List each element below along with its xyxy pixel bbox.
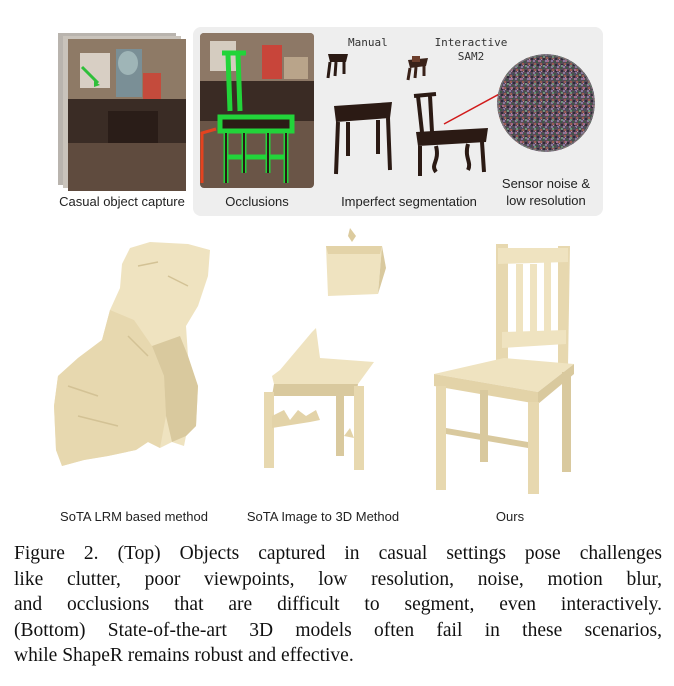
caption-line-1: Figure 2. (Top) Objects captured in casual settings pose challenges (14, 543, 662, 564)
sensor-noise-label-line2: low resolution (506, 193, 586, 208)
casual-capture-label: Casual object capture (59, 194, 185, 209)
manual-segmented-chair (330, 98, 396, 178)
figure-caption (14, 541, 662, 669)
caption-line-2: like clutter, poor viewpoints, low resolution, noise, motion blur, (14, 568, 662, 590)
casual-capture-photo-stack (58, 33, 186, 191)
caption-line-4: (Bottom) State-of-the-art 3D models often fail in these scenarios, (14, 619, 662, 641)
manual-segmentation-small (322, 52, 352, 80)
image-to-3d-reconstruction-mesh (250, 224, 386, 474)
lrm-reconstruction-mesh (48, 236, 218, 496)
ours-reconstruction-mesh (428, 240, 578, 500)
manual-method-label: Manual (348, 36, 388, 49)
caption-line-5: while ShapeR remains robust and effective. (14, 645, 354, 666)
caption-line-3: and occlusions that are difficult to segment, even interactively. (14, 594, 662, 615)
sensor-noise-label (494, 175, 598, 209)
lrm-method-label: SoTA LRM based method (60, 509, 208, 524)
interactive-label-line2: SAM2 (457, 50, 485, 63)
ours-method-label: Ours (495, 509, 525, 524)
interactive-segmentation-small (402, 54, 432, 82)
sensor-noise-zoom-circle (497, 54, 595, 152)
image-to-3d-method-label: SoTA Image to 3D Method (246, 509, 400, 524)
occlusions-photo (200, 33, 314, 188)
sensor-noise-label-line1: Sensor noise & (501, 176, 591, 191)
interactive-method-label (428, 36, 514, 64)
occlusions-label: Occlusions (225, 194, 289, 209)
imperfect-segmentation-label: Imperfect segmentation (341, 194, 477, 209)
interactive-label-line1: Interactive (434, 36, 508, 49)
